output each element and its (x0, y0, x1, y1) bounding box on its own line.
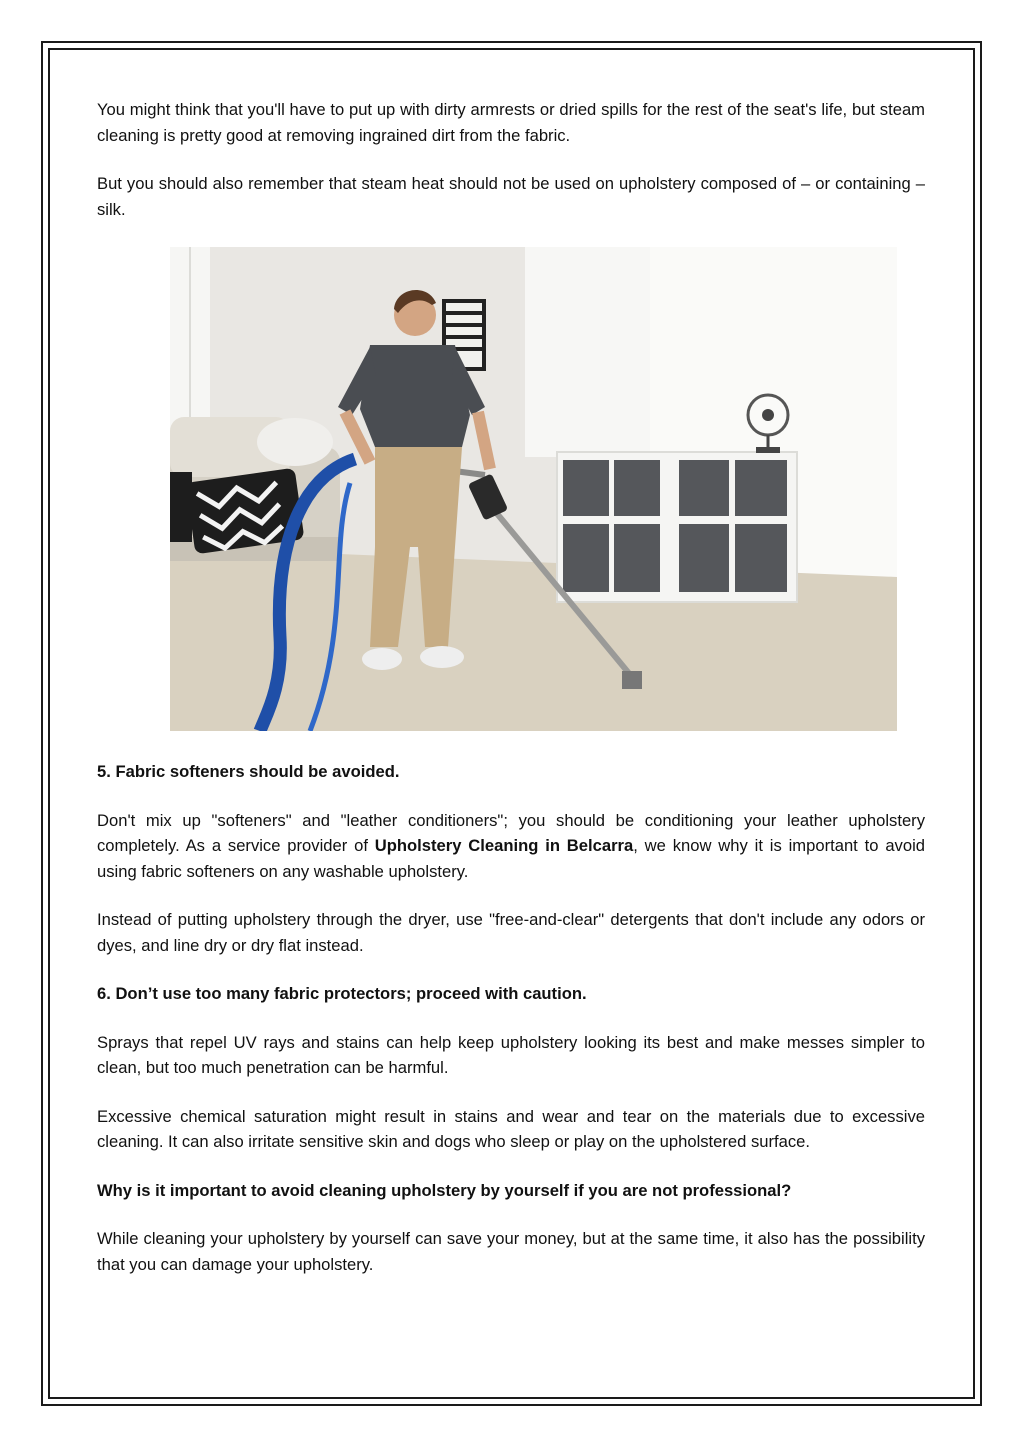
paragraph-diy-risk: While cleaning your upholstery by yourself can save your money, but at the same time, it also has the possibility that you can damage your upholstery. (97, 1229, 925, 1274)
paragraph-softeners (97, 808, 925, 885)
paragraph-softeners-start: Don't mix up "softeners" and "leather conditioners"; you should be conditioning your leather upholstery completely. As a service provider of (97, 810, 925, 855)
service-keyword: Upholstery Cleaning in Belcarra (374, 836, 634, 855)
heading-fabric-protectors: 6. Don’t use too many fabric protectors; proceed with caution. (97, 984, 587, 1003)
paragraph-chemical-saturation: Excessive chemical saturation might result in stains and wear and tear on the materials due to excessive cleaning. It can also irritate sensitive skin and dogs who sleep or play on the upholstered surface. (97, 1106, 925, 1151)
paragraph-detergents: Instead of putting upholstery through the dryer, use "free-and-clear" detergents that don't include any odors or dyes, and line dry or dry flat instead. (97, 910, 925, 955)
heading-fabric-softeners: 5. Fabric softeners should be avoided. (97, 762, 400, 781)
document-body (97, 97, 925, 1277)
paragraph-steam-cleaning: You might think that you'll have to put up with dirty armrests or dried spills for the rest of the seat's life, but steam cleaning is pretty good at removing ingrained dirt from the fabric. (97, 100, 925, 145)
paragraph-silk-warning: But you should also remember that steam heat should not be used on upholstery composed of – or containing – silk. (97, 174, 925, 219)
heading-why-professional: Why is it important to avoid cleaning upholstery by yourself if you are not professional? (97, 1180, 792, 1200)
paragraph-uv-sprays: Sprays that repel UV rays and stains can help keep upholstery looking its best and make messes simpler to clean, but too much penetration can be harmful. (97, 1032, 925, 1077)
paragraph-softeners-end: , we know why it is important to avoid using fabric softeners on any washable upholstery. (97, 836, 925, 881)
upholstery-cleaning-photo (170, 247, 897, 731)
